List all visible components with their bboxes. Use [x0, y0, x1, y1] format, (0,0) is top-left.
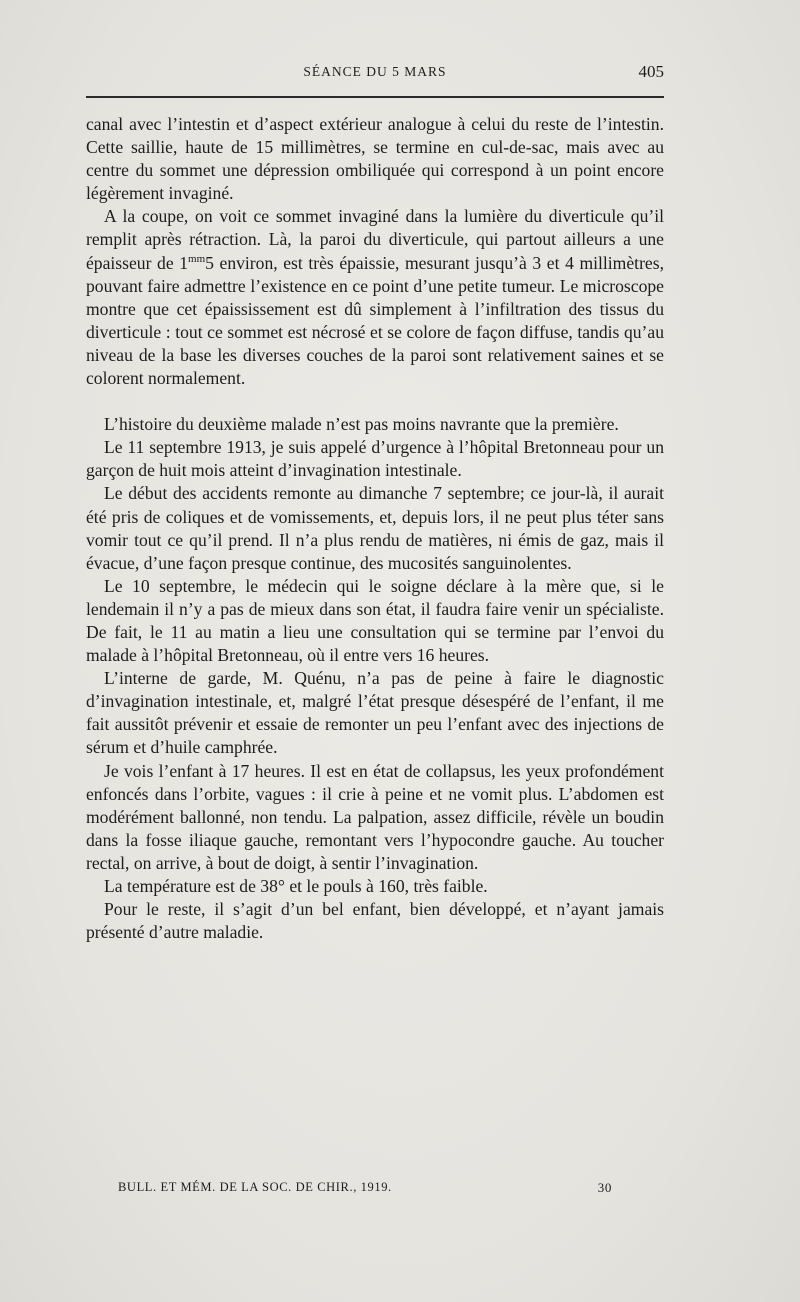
paragraph-1: canal avec l’intestin et d’aspect extérieur analogue à celui du reste de l’intestin. Cette saillie, haute de 15 millimètres, se termine en cul-de-sac, mais avec au centre du sommet une dépression ombiliquée qui correspond à un point encore légèrement invaginé. — [86, 114, 664, 204]
footer-bulletin: BULL. ET MÉM. DE LA SOC. DE CHIR., 1919. — [118, 1180, 392, 1194]
page-number: 405 — [638, 62, 664, 81]
paragraph-10: Pour le reste, il s’agit d’un bel enfant, bien développé, et n’ayant jamais présenté d’autre maladie. — [86, 899, 664, 943]
paragraph-8: Je vois l’enfant à 17 heures. Il est en état de collapsus, les yeux profondément enfoncés dans l’orbite, vagues : il crie à peine et ne vomit plus. L’abdomen est modérément ballonné, non tendu. La palpation, assez difficile, révèle un boudin dans la fosse iliaque gauche, remontant vers l’hypocondre gauche. Au toucher rectal, on arrive, à bout de doigt, à sentir l’invagination. — [86, 760, 664, 873]
page-footer — [118, 1180, 612, 1200]
body-text — [86, 113, 664, 944]
paragraph-5: Le début des accidents remonte au dimanche 7 septembre; ce jour-là, il aurait été pris de coliques et de vomissements, et, depuis lors, il ne peut plus téter sans vomir tout ce qu’il prend. Il n’a plus rendu de matières, ni émis de gaz, mais il évacue, d’une façon presque continue, des mucosités sanguinolentes. — [86, 483, 664, 573]
paragraph-2-part-2: 5 environ, est très épaissie, mesurant jusqu’à 3 et 4 millimètres, pouvant faire admettre l’existence en ce point d’une petite tumeur. Le microscope montre que cet épaississement est dû simplement à l’infiltration des tissus du diverticule : tout ce sommet est nécrosé et se colore de façon diffuse, tandis qu’au niveau de la base les diverses couches de la paroi sont relativement saines et se colorent normalement. — [86, 252, 664, 389]
paragraph-4: Le 11 septembre 1913, je suis appelé d’urgence à l’hôpital Bretonneau pour un garçon de huit mois atteint d’invagination intestinale. — [86, 437, 664, 481]
paragraph-7: L’interne de garde, M. Quénu, n’a pas de peine à faire le diagnostic d’invagination intestinale, et, malgré l’état presque désespéré de l’enfant, il me fait aussitôt prévenir et essaie de remonter un peu l’enfant avec des injections de sérum et d’huile camphrée. — [86, 668, 664, 758]
paragraph-9: La température est de 38° et le pouls à 160, très faible. — [104, 876, 488, 896]
page-header — [86, 60, 664, 86]
header-rule — [86, 96, 664, 98]
footer-signature-mark: 30 — [597, 1180, 612, 1195]
paragraph-6: Le 10 septembre, le médecin qui le soigne déclare à la mère que, si le lendemain il n’y a pas de mieux dans son état, il faudra faire venir un spécialiste. De fait, le 11 au matin a lieu une consultation qui se termine par l’envoi du malade à l’hôpital Bretonneau, où il entre vers 16 heures. — [86, 575, 664, 666]
paragraph-2 — [86, 205, 664, 390]
paragraph-2-part-1: A la coupe, on voit ce sommet invaginé dans la lumière du diverticule qu’il remplit après rétraction. Là, la paroi du diverticule, qui partout ailleurs a une épaisseur de 1 — [86, 206, 664, 273]
unit-superscript: mm — [188, 252, 206, 265]
paragraph-3: L’histoire du deuxième malade n’est pas moins navrante que la première. — [104, 414, 619, 435]
running-title: SÉANCE DU 5 MARS — [303, 64, 447, 79]
